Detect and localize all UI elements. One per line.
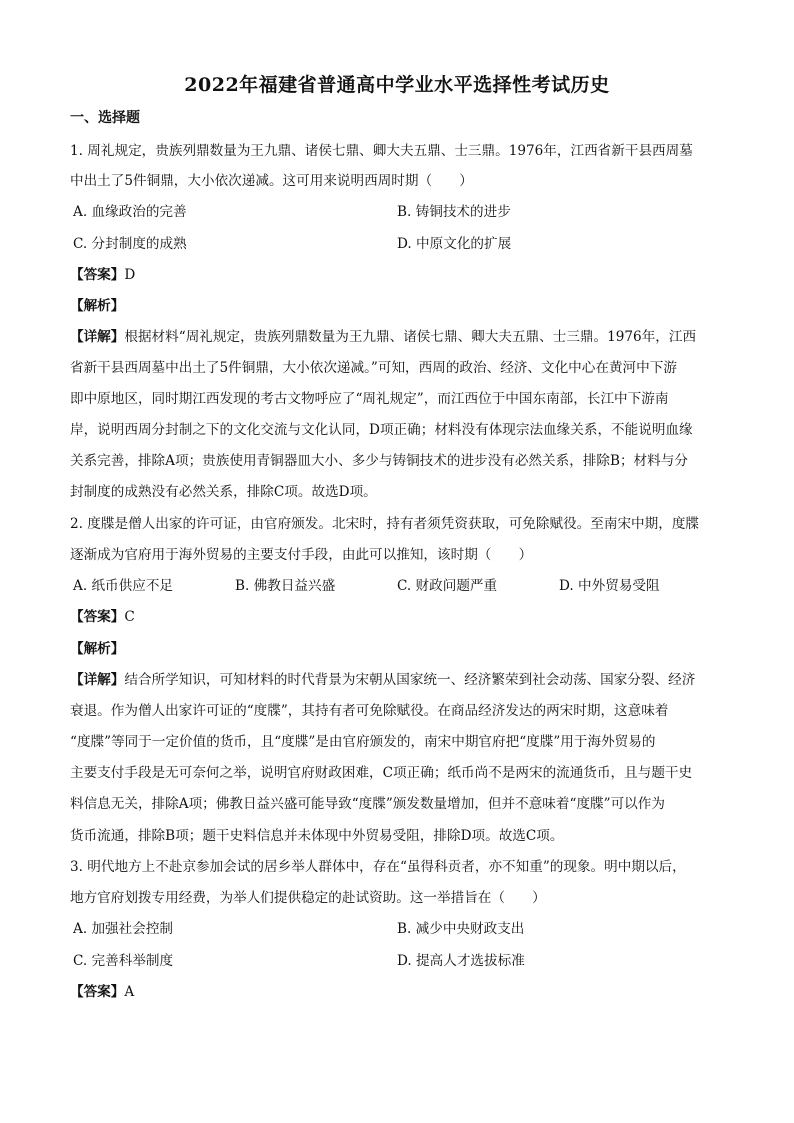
- q2-detail-line-5: 料信息无关，排除A项；佛教日益兴盛可能导致“度牒”颁发数量增加，但并不意味着“度牒”可以作为: [70, 796, 665, 812]
- q1-option-d: D. 中原文化的扩展: [397, 236, 512, 252]
- q2-detail-line-1: [70, 672, 730, 688]
- q1-answer: [70, 267, 730, 283]
- answer-tag: 【答案】: [70, 609, 125, 625]
- page-title: 2022年福建省普通高中学业水平选择性考试历史: [184, 74, 610, 96]
- q3-stem-line-1: 3. 明代地方上不赴京参加会试的居乡举人群体中，存在“虽得科贡者，亦不知重”的现象。明中期以后，: [70, 859, 686, 875]
- q2-detail-line-2: 衰退。作为僧人出家许可证的“度牒”，其持有者可免除赋役。在商品经济发达的两宋时期，这意味着: [70, 703, 669, 719]
- answer-tag: 【答案】: [70, 984, 125, 1000]
- q3-option-a: A. 加强社会控制: [73, 921, 174, 937]
- detail-text: 根据材料“周礼规定，贵族列鼎数量为王九鼎、诸侯七鼎、卿大夫五鼎、士三鼎。1976年，江西: [124, 329, 697, 345]
- answer-value: C: [124, 609, 135, 625]
- q1-stem-line-1: 1. 周礼规定，贵族列鼎数量为王九鼎、诸侯七鼎、卿大夫五鼎、士三鼎。1976年，江西省新干县西周墓: [70, 143, 693, 159]
- q1-option-a: A. 血缘政治的完善: [73, 204, 187, 220]
- q2-detail-line-4: 主要支付手段是无可奈何之举，说明官府财政困难，C项正确；纸币尚不是两宋的流通货币，且与题干史: [70, 765, 693, 781]
- q2-detail-line-6: 货币流通，排除B项；题干史料信息并未体现中外贸易受阻，排除D项。故选C项。: [70, 828, 564, 844]
- q1-option-c: C. 分封制度的成熟: [73, 236, 187, 252]
- answer-value: A: [124, 984, 135, 1000]
- q2-detail-line-3: “度牒”等同于一定价值的货币，且“度牒”是由官府颁发的，南宋中期官府把“度牒”用于海外贸易的: [70, 734, 656, 750]
- q3-option-b: B. 减少中央财政支出: [397, 921, 525, 937]
- q3-stem-line-2: 地方官府划拨专用经费，为举人们提供稳定的赴试资助。这一举措旨在（ ）: [70, 890, 546, 906]
- q1-detail-line-5: 关系完善，排除A项；贵族使用青铜器皿大小、多少与铸铜技术的进步没有必然关系，排除B；材料与分: [70, 453, 688, 469]
- detail-tag: 【详解】: [70, 329, 125, 345]
- section-heading: 一、选择题: [70, 110, 140, 126]
- q1-option-b: B. 铸铜技术的进步: [397, 204, 511, 220]
- q1-detail-line-4: 岸，说明西周分封制之下的文化交流与文化认同，D项正确；材料没有体现宗法血缘关系，不能说明血缘: [70, 422, 693, 438]
- detail-text: 结合所学知识，可知材料的时代背景为宋朝从国家统一、经济繁荣到社会动荡、国家分裂、经济: [124, 672, 696, 688]
- q2-option-c: C. 财政问题严重: [397, 578, 498, 594]
- q1-stem-line-2: 中出土了5件铜鼎，大小依次递减。这可用来说明西周时期（ ）: [70, 173, 473, 189]
- q1-analysis-tag: 【解析】: [70, 298, 125, 314]
- q2-analysis-tag: 【解析】: [70, 641, 125, 657]
- q1-detail-line-2: 省新干县西周墓中出土了5件铜鼎，大小依次递减。”可知，西周的政治、经济、文化中心在黄河中下游: [70, 360, 677, 376]
- q2-option-b: B. 佛教日益兴盛: [235, 578, 336, 594]
- answer-tag: 【答案】: [70, 267, 125, 283]
- q3-answer: [70, 984, 730, 1000]
- answer-value: D: [124, 267, 136, 283]
- q2-stem-line-1: 2. 度牒是僧人出家的许可证，由官府颁发。北宋时，持有者须凭资获取，可免除赋役。至南宋中期，度牒: [70, 516, 700, 532]
- q1-detail-line-6: 封制度的成熟没有必然关系，排除C项。故选D项。: [70, 484, 377, 500]
- q2-answer: [70, 609, 730, 625]
- q2-option-d: D. 中外贸易受阻: [559, 578, 660, 594]
- q2-stem-line-2: 逐渐成为官府用于海外贸易的主要支付手段，由此可以推知，该时期（ ）: [70, 547, 533, 563]
- detail-tag: 【详解】: [70, 672, 125, 688]
- q2-option-a: A. 纸币供应不足: [73, 578, 174, 594]
- q3-option-c: C. 完善科举制度: [73, 953, 174, 969]
- q1-detail-line-1: [70, 329, 730, 345]
- q1-detail-line-3: 即中原地区，同时期江西发现的考古文物呼应了“周礼规定”，而江西位于中国东南部，长江中下游南: [70, 391, 669, 407]
- q3-option-d: D. 提高人才选拔标准: [397, 953, 525, 969]
